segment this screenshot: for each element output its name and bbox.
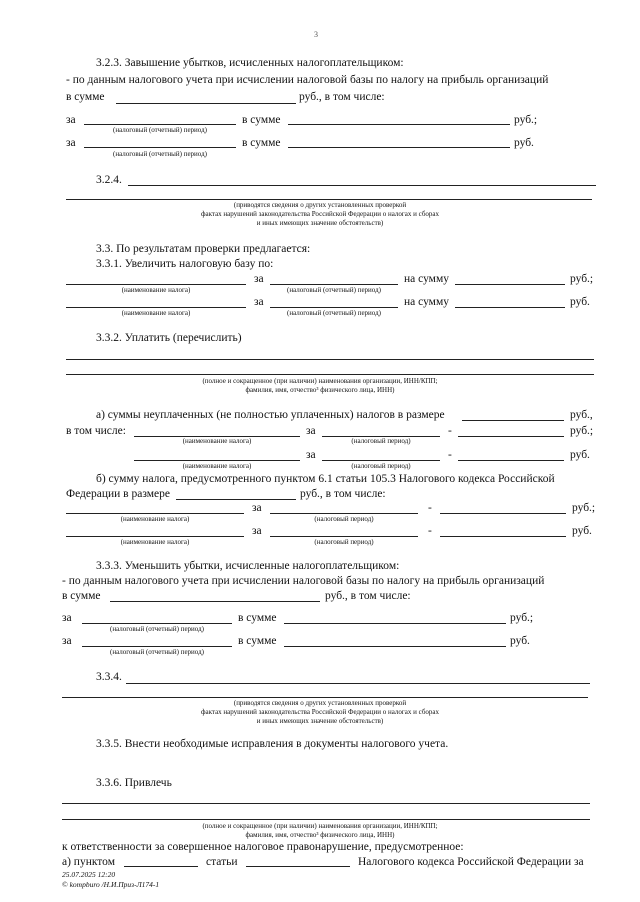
caption-tax: (наименование налога): [182, 462, 252, 470]
label-rub: руб.;: [514, 114, 538, 126]
label-za: за: [252, 502, 262, 514]
blank-tax: [66, 307, 246, 308]
blank-amount: [116, 103, 296, 104]
label-na-summu: на сумму: [404, 273, 449, 285]
caption: (приводятся сведения о других установленных проверкой: [233, 699, 407, 707]
label-vsumme: в сумме: [242, 114, 281, 126]
caption-tax: (наименование налога): [182, 437, 252, 445]
blank-tax: [66, 284, 246, 285]
blank-amount: [462, 420, 564, 421]
text-line: - по данным налогового учета при исчислении налоговой базы по налогу на прибыль организаций: [62, 575, 545, 587]
caption-tax: (наименование налога): [121, 309, 191, 317]
blank-tax: [66, 513, 244, 514]
caption-period: (налоговый период): [314, 515, 374, 523]
caption-period: (налоговый (отчетный) период): [110, 648, 204, 656]
blank-amount: [458, 460, 564, 461]
label-a-punkt: а) пунктом: [62, 856, 115, 868]
caption-period: (налоговый период): [351, 437, 411, 445]
blank-period: [270, 307, 398, 308]
blank-line: [62, 697, 588, 698]
caption-period: (налоговый период): [351, 462, 411, 470]
dash: -: [448, 425, 452, 437]
label-3-3-4: 3.3.4.: [96, 671, 122, 683]
label-rub: руб.;: [572, 502, 596, 514]
label-rub-incl: руб., в том числе:: [299, 91, 385, 103]
heading-3-3-3: 3.3.3. Уменьшить убытки, исчисленные налогоплательщиком:: [96, 560, 400, 572]
blank-line: [66, 199, 592, 200]
text-liability: к ответственности за совершенное налоговое правонарушение, предусмотренное:: [62, 841, 464, 853]
blank-amount: [110, 601, 320, 602]
blank-period: [84, 124, 236, 125]
blank-period: [270, 284, 398, 285]
blank-line: [126, 683, 590, 684]
label-insum: в сумме: [62, 590, 101, 602]
blank-line: [128, 185, 596, 186]
caption: фактах нарушений законодательства Российской Федерации о налогах и сборах: [200, 210, 440, 218]
blank-amount: [284, 646, 506, 647]
blank-amount: [288, 124, 510, 125]
heading-3-3-6: 3.3.6. Привлечь: [96, 777, 172, 789]
label-vsumme: в сумме: [238, 612, 277, 624]
text-b: б) сумму налога, предусмотренного пунктом 6.1 статьи 105.3 Налогового кодекса Российской: [96, 473, 555, 485]
label-rub: руб.,: [570, 409, 593, 421]
blank-amount: [455, 307, 565, 308]
label-vsumme: в сумме: [242, 137, 281, 149]
dash: -: [448, 449, 452, 461]
label-za: за: [306, 449, 316, 461]
label-za: за: [66, 114, 76, 126]
blank-period: [84, 147, 236, 148]
footer-date: 25.07.2025 12:20: [62, 870, 116, 879]
text-line: - по данным налогового учета при исчислении налоговой базы по налогу на прибыль организаций: [66, 74, 549, 86]
label-insum: в сумме: [66, 91, 105, 103]
caption-period: (налоговый (отчетный) период): [113, 126, 207, 134]
blank-amount: [440, 536, 566, 537]
label-na-summu: на сумму: [404, 296, 449, 308]
label-za: за: [62, 635, 72, 647]
caption-tax: (наименование налога): [121, 286, 191, 294]
text-b-3: руб., в том числе:: [300, 488, 386, 500]
blank-period: [82, 646, 232, 647]
blank-amount: [284, 623, 506, 624]
caption: фамилия, имя, отчество³ физического лица, ИНН): [245, 831, 395, 839]
label-3-2-4: 3.2.4.: [96, 174, 122, 186]
blank-amount: [458, 436, 564, 437]
blank-article: [246, 866, 350, 867]
caption-period: (налоговый период): [314, 538, 374, 546]
heading-3-2-3: 3.2.3. Завышение убытков, исчисленных налогоплательщиком:: [96, 57, 404, 69]
blank-amount: [288, 147, 510, 148]
dash: -: [428, 502, 432, 514]
blank-amount: [176, 499, 296, 500]
label-rub: руб.: [570, 449, 590, 461]
caption-period: (налоговый (отчетный) период): [110, 625, 204, 633]
label-rub: руб.;: [570, 425, 594, 437]
blank-line: [66, 359, 594, 360]
caption-period: (налоговый (отчетный) период): [287, 309, 381, 317]
label-vsumme: в сумме: [238, 635, 277, 647]
label-rub: руб.: [514, 137, 534, 149]
label-rub: руб.: [510, 635, 530, 647]
page-number: 3: [314, 30, 318, 39]
label-rub-incl: руб., в том числе:: [325, 590, 411, 602]
blank-period: [82, 623, 232, 624]
label-za: за: [252, 525, 262, 537]
label-rub: руб.: [570, 296, 590, 308]
label-za: за: [66, 137, 76, 149]
heading-3-3: 3.3. По результатам проверки предлагается:: [96, 243, 311, 255]
label-za: за: [254, 273, 264, 285]
blank-period: [270, 536, 418, 537]
caption: (полное и сокращенное (при наличии) наименования организации, ИНН/КПП;: [202, 822, 438, 830]
label-stati: статьи: [206, 856, 238, 868]
text-3-3-5: 3.3.5. Внести необходимые исправления в документы налогового учета.: [96, 738, 449, 750]
heading-3-3-1: 3.3.1. Увеличить налоговую базу по:: [96, 258, 274, 270]
caption: (приводятся сведения о других установленных проверкой: [233, 201, 407, 209]
blank-period: [270, 513, 418, 514]
label-rub: руб.;: [510, 612, 534, 624]
caption: (полное и сокращенное (при наличии) наименования организации, ИНН/КПП;: [202, 377, 438, 385]
footer-doc: © kompburo /Н.И.Приз-Л174-1: [62, 880, 160, 889]
label-za: за: [62, 612, 72, 624]
caption-period: (налоговый (отчетный) период): [287, 286, 381, 294]
blank-amount: [440, 513, 566, 514]
blank-line: [62, 803, 590, 804]
blank-period: [322, 460, 440, 461]
caption: и иных имеющих значение обстоятельств): [256, 717, 384, 725]
label-za: за: [254, 296, 264, 308]
blank-line: [62, 819, 590, 820]
blank-line: [66, 374, 594, 375]
blank-tax: [66, 536, 244, 537]
blank-punkt: [124, 866, 198, 867]
caption: фактах нарушений законодательства Российской Федерации о налогах и сборах: [200, 708, 440, 716]
text-b-2: Федерации в размере: [66, 488, 170, 500]
caption-period: (налоговый (отчетный) период): [113, 150, 207, 158]
blank-tax: [134, 460, 300, 461]
heading-3-3-2: 3.3.2. Уплатить (перечислить): [96, 332, 242, 344]
label-rub: руб.: [572, 525, 592, 537]
label-za: за: [306, 425, 316, 437]
caption-tax: (наименование налога): [120, 538, 190, 546]
text-nk: Налогового кодекса Российской Федерации за: [358, 856, 584, 868]
caption-tax: (наименование налога): [120, 515, 190, 523]
caption: фамилия, имя, отчество³ физического лица, ИНН): [245, 386, 395, 394]
dash: -: [428, 525, 432, 537]
caption: и иных имеющих значение обстоятельств): [256, 219, 384, 227]
text-a: а) суммы неуплаченных (не полностью уплаченных) налогов в размере: [96, 409, 445, 421]
label-v-tom-chisle: в том числе:: [66, 425, 126, 437]
label-rub: руб.;: [570, 273, 594, 285]
blank-amount: [455, 284, 565, 285]
